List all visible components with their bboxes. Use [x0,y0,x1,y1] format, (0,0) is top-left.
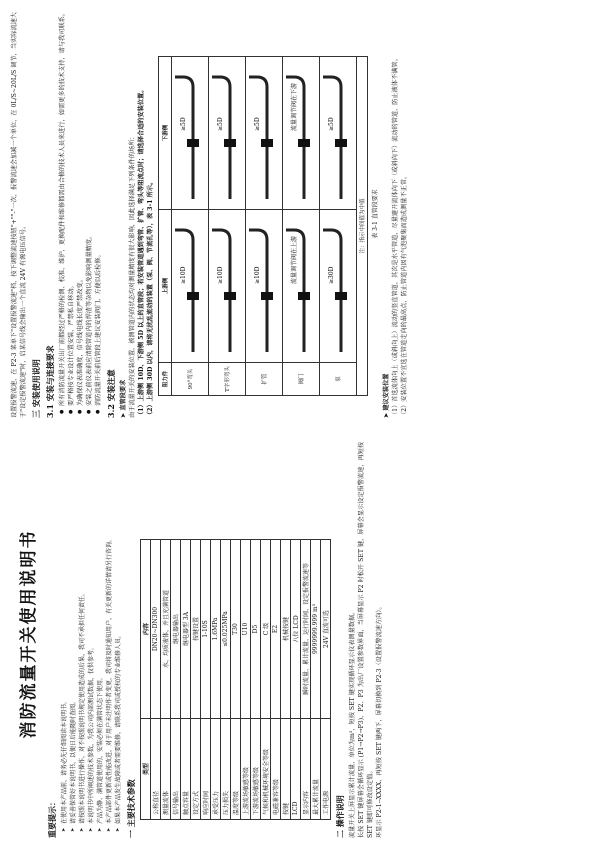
table-row [231,540,241,820]
distance-label: ≥5D [254,117,261,131]
downstream-cell [246,57,283,210]
list-item: ● 消防流量开关前后管段上建议安装阀门，方便以后检修。 [94,10,103,414]
table-row [191,540,201,820]
list-item: ● 所有消防流量开关出厂前都经过严格的检测、校准、维护，更换配件和维修都需由合格的技术人员来进行，如需更多的技术支持，请与我司联系。 [58,10,67,414]
flow-meter [224,292,236,300]
param-name-cell: 气候和机械环境安全等级 [261,719,271,820]
param-name-cell: 最大累计流量 [311,719,321,820]
flow-meter [335,139,347,147]
param-name-cell: 电磁兼容等级 [271,719,281,820]
paragraph: 流量开关上屏显示累计流量，单位为m³，短按 SET 键实现循环显示仪表测量数据。 [349,608,356,838]
param-name-cell: 设定方式 [191,719,201,820]
list-item: ● 为确保仪表准确度，信号线电线长度严禁改变。 [76,10,85,414]
table-row [246,57,283,396]
distance-label: ≥5D [328,117,335,131]
flow-meter [187,292,199,300]
param-value-cell: ≤0.025MPa [221,540,231,719]
fitting-name-cell: 扩管 [246,363,283,396]
table-row [211,540,221,820]
pipe-line [212,230,230,352]
distance-label: ≥5D [217,117,224,131]
section3-heading: 三 安装使用说明 [31,359,41,418]
flow-meter [298,292,310,300]
table-header-cell: 内容 [141,540,151,719]
pipe-diagram [284,212,316,360]
table-row [283,57,320,396]
pipe-line [249,77,267,199]
param-value-cell: 24V 直流可选 [321,540,331,719]
param-name-cell: 温度等级 [231,719,241,820]
fitting-name-cell: 泵 [320,363,357,396]
subsection-heading: 3.2 安装注意 [106,369,116,418]
list-item: ● 安装之前仪表前应清除管道内的焊渣等杂物以免影响测量精度。 [85,10,94,414]
table-row [281,540,291,820]
distance-label: ≥30D [328,266,335,284]
pipe-line [175,77,193,199]
fitting-name-cell: T字形弯头 [209,363,246,396]
table-row [221,540,231,820]
notice-item: ➤ 请妥善保管好本说明书，以便日后能随时查阅。 [69,430,78,832]
distance-label: 流量调节阀在上游 [291,235,298,284]
notice-item: ➤ 本产品部件更新或性能改进，对于用户未注明作者变更，我司将及时通知用户，有关更新的详情请另行咨询。 [105,430,114,832]
param-value-cell: 机械按键 [281,540,291,719]
upstream-cell [283,210,320,363]
pipe-diagram [173,59,205,207]
param-name-cell: 承受压力 [211,719,221,820]
table-row [251,540,261,820]
distance-label: ≥10D [180,266,187,284]
straight-pipe-table [158,56,368,396]
section1-heading: 一 主要技术参数 [126,779,136,838]
param-value-cell: D5 [251,540,261,719]
document-title: 消防流量开关使用说明书 [19,529,39,739]
table-header-cell: 类型 [141,719,151,820]
notice-heading: 重要提示： [47,798,57,838]
param-name-cell: 触点容量 [181,719,191,820]
param-name-cell: 压力损失 [221,719,231,820]
install-list [58,10,103,418]
flow-meter [187,139,199,147]
distance-label: ≥10D [254,266,261,284]
table-row [320,57,357,396]
fitting-name-cell: 阀门 [283,363,320,396]
table-header-cell: 阻力件 [159,363,172,396]
upstream-cell [320,210,357,363]
paragraph: 由于流量开关的安装位置，被测管道内的状态均对测量精度有很大影响，因此选择满足下列条件的场所： [129,133,136,418]
pipe-diagram [321,212,353,360]
table-row [291,540,301,820]
param-value-cell: C 级 [261,540,271,719]
flow-meter [298,139,310,147]
upstream-cell [172,210,209,363]
downstream-cell [283,57,320,210]
notice-item: ➤ 本说明书中所阐述的技术参数，为我公司内部测试数据，仅供参考。 [87,430,96,832]
paragraph: （1）首选流体向上（或斜向上）流动的竖直管道，其次是水平管道，尽量避开流体向下（或斜向下）流动的管道，防止液体不满管。 [392,55,399,418]
paragraph: （2）安装位置不宜选在管道走向的最高点，防止管道内因有气泡聚集而造成测量不正常。 [401,172,408,418]
table-row [151,540,161,820]
table-row [321,540,331,820]
table-row [261,540,271,820]
param-name-cell: 信号输出 [171,719,181,820]
fitting-name-cell: 90°弯头 [172,363,209,396]
table-header-row [141,540,151,820]
param-value-cell: 八位 LCD [291,540,301,719]
table-row [311,540,321,820]
pipe-line [249,230,267,352]
param-value-cell: T30 [231,540,241,719]
param-name-cell: 工作电源 [321,719,331,820]
pipe-diagram [247,212,279,360]
paragraph: （2）上游侧 30D 以内，请将无扰乱流动的装置（泵、阀、节流孔等），表 3-1 所示。 [147,178,154,418]
table-row [241,540,251,820]
param-value-cell: 继电器型 3A [181,540,191,719]
table-header-row [159,57,172,396]
pipe-line [323,77,341,199]
table-row [271,540,281,820]
pipe-diagram [210,212,242,360]
table-caption: 表 3-1 直管段要求 [372,189,379,239]
table-row [181,540,191,820]
paragraph: 环显示 P2-1--XXXX，再短按 SET 键两下，屏幕切换到 P2-3（设置报警流速方向）。 [376,603,383,838]
upstream-cell [209,210,246,363]
param-value-cell: 1-10S [201,540,211,719]
table-row [171,540,181,820]
section2-heading: 二 操作说明 [335,795,345,838]
pipe-diagram [247,59,279,207]
flow-meter [261,292,273,300]
distance-label: 流量调节阀在下游 [291,82,298,131]
pipe-diagram [210,59,242,207]
flow-meter [335,292,347,300]
param-value-cell: 继电器输出 [171,540,181,719]
param-value-cell: 9999999.999 m³ [311,540,321,719]
param-name-cell: 上游流场敏感等级 [241,719,251,820]
pipe-diagram [173,212,205,360]
list-item: ● 要严格按专业设计位置安装，严禁私自移动。 [67,10,76,414]
downstream-cell [172,57,209,210]
left-column [10,430,590,838]
table-header-cell: 上游侧 [159,210,172,363]
table-note: 注：指示中间值为中值 [357,57,368,396]
distance-label: ≥10D [217,266,224,284]
bullet-heading-text: 建议安装位置 [383,373,390,411]
upstream-cell [246,210,283,363]
table-header-cell: 下游侧 [159,57,172,210]
table-row [161,540,171,820]
bullet-heading-text: 直管段要求 [120,379,127,411]
right-column [10,10,590,418]
param-name-cell: 下游流场敏感等级 [251,719,261,820]
param-name-cell: 按键 [281,719,291,820]
notice-list [60,430,123,838]
param-name-cell: 公称直径 [151,719,161,820]
bullet-heading: ➤ 直管段要求 [120,379,127,418]
table-row [201,540,211,820]
notice-item: ➤ 在使用本产品前，请务必先仔细阅读本说明书。 [60,430,69,832]
pipe-line [212,77,230,199]
notice-item: ➤ 请按照本说明书进行操作，对不按照说明书规定使用造成的后果，我司不承担任何责任。 [78,430,87,832]
param-value-cell: 瞬时流量、累计流量、运行时间、设定报警流速等 [301,540,311,719]
downstream-cell [209,57,246,210]
table-row [301,540,311,820]
param-value-cell: 水、均质液体，并且充满管道 [161,540,171,719]
param-name-cell: LCD [291,719,301,820]
paragraph: 设置报警流速，在 P2-3 菜单下"设置报警流速"档，按下调整流速按钮"+""-"一次，报警流速会加减一个单位，在 0L/S~20L/S 调节，当实际流速大于"设定报警流速"时，启某信号线会输出一个直流 24V 有源电压信号。 [11,12,27,418]
flow-meter [224,139,236,147]
pipe-line [175,230,193,352]
param-value-cell: 按键设置 [191,540,201,719]
paragraph: （1）上游侧 10D、下游侧 5D 以上的直管段；若安装管道遇到弯管、扩管、弯头等阻流点时；请选择合适的安装位置。 [138,86,145,418]
pipe-line [323,230,341,352]
param-value-cell: DN20~DN300 [151,540,161,719]
pipe-diagram [321,59,353,207]
subsection-heading: 3.1 安装与连接要求 [45,345,55,418]
downstream-cell [320,57,357,210]
bullet-heading: ➤ 建议安装位置 [383,373,390,418]
param-value-cell: E2 [271,540,281,719]
param-name-cell: 显示内容 [301,719,311,820]
notice-item: ➤ 产品为静、满管道使用的，安装必须在满管状态下使用。 [96,430,105,832]
paragraph: 长按 SET 键屏幕会循环显示 (P1→P2→P3)，P2、P3 为出厂设置参数界面，当屏幕显示 P2 时松开 SET 键，屏幕会显示设定报警流速，再短按 SET 键即可修改设定值。 [358,441,374,838]
parameters-table [140,539,331,820]
param-value-cell: U10 [241,540,251,719]
param-name-cell: 测量流体 [161,719,171,820]
pipe-diagram [284,59,316,207]
distance-label: ≥5D [180,117,187,131]
param-name-cell: 响应时间 [201,719,211,820]
notice-item: ➤ 如果本产品发生故障或者需要维修，请联系我司或授权的专业维修人员。 [114,430,123,832]
param-value-cell: 1.6MPa [211,540,221,719]
table-row [172,57,209,396]
table-row [209,57,246,396]
table-note-row [357,57,368,396]
flow-meter [261,139,273,147]
